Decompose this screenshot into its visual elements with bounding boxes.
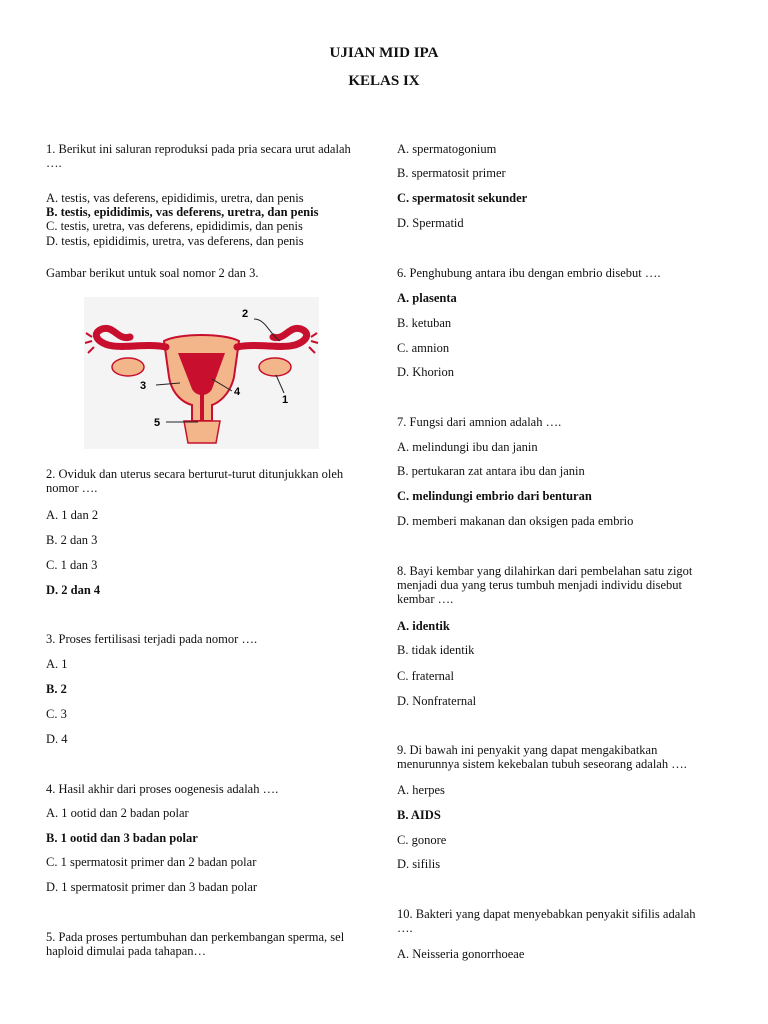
q7-option-a: A. melindungi ibu dan janin (397, 440, 538, 454)
right-ovary (259, 358, 291, 376)
left-ovary (112, 358, 144, 376)
q5-option-a: A. spermatogonium (397, 142, 497, 156)
q7-option-d: D. memberi makanan dan oksigen pada embrio (397, 514, 634, 528)
figure-label-1: 1 (282, 394, 289, 406)
q5-option-d: D. Spermatid (397, 216, 464, 230)
q7-option-b: B. pertukaran zat antara ibu dan janin (397, 464, 585, 478)
question-6: 6. Penghubung antara ibu dengan embrio disebut …. (397, 266, 661, 280)
question-10: 10. Bakteri yang dapat menyebabkan penyakit sifilis adalah …. (397, 907, 696, 935)
question-7: 7. Fungsi dari amnion adalah …. (397, 415, 562, 429)
figure-label-2: 2 (242, 308, 249, 320)
q5-option-b: B. spermatosit primer (397, 166, 506, 180)
q2-option-c: C. 1 dan 3 (46, 558, 98, 572)
q9-option-b: B. AIDS (397, 808, 441, 822)
exam-class: KELAS IX (348, 73, 420, 89)
q8-option-a: A. identik (397, 619, 450, 633)
q1-option-a: A. testis, vas deferens, epididimis, uretra, dan penis (46, 191, 304, 205)
q3-option-c: C. 3 (46, 707, 67, 721)
q1-option-d: D. testis, epididimis, uretra, vas deferens, dan penis (46, 234, 304, 248)
vagina-shape (184, 421, 220, 443)
q3-option-b: B. 2 (46, 682, 67, 696)
q7-option-c: C. melindungi embrio dari benturan (397, 489, 592, 503)
question-1: 1. Berikut ini saluran reproduksi pada pria secara urut adalah …. (46, 142, 351, 170)
q4-option-a: A. 1 ootid dan 2 badan polar (46, 806, 189, 820)
q10-option-a: A. Neisseria gonorrhoeae (397, 947, 525, 961)
q2-option-a: A. 1 dan 2 (46, 508, 99, 522)
question-8: 8. Bayi kembar yang dilahirkan dari pembelahan satu zigot menjadi dua yang terus tumbuh menjadi individu disebut kembar …. (397, 564, 693, 606)
q8-option-c: C. fraternal (397, 669, 454, 683)
q6-option-b: B. ketuban (397, 316, 452, 330)
q1-option-c: C. testis, uretra, vas deferens, epididimis, dan penis (46, 219, 303, 233)
q3-option-d: D. 4 (46, 732, 68, 746)
figure-label-5: 5 (154, 417, 161, 429)
q2-option-b: B. 2 dan 3 (46, 533, 98, 547)
q6-option-d: D. Khorion (397, 365, 454, 379)
female-reproductive-figure (84, 297, 319, 449)
question-3: 3. Proses fertilisasi terjadi pada nomor …. (46, 632, 258, 646)
q9-option-a: A. herpes (397, 783, 445, 797)
question-9: 9. Di bawah ini penyakit yang dapat mengakibatkan menurunnya sistem kekebalan tubuh seseorang adalah …. (397, 743, 687, 771)
q8-option-d: D. Nonfraternal (397, 694, 477, 708)
q5-option-c: C. spermatosit sekunder (397, 191, 528, 205)
q4-option-c: C. 1 spermatosit primer dan 2 badan polar (46, 855, 257, 869)
q4-option-d: D. 1 spermatosit primer dan 3 badan polar (46, 880, 258, 894)
figure-intro: Gambar berikut untuk soal nomor 2 dan 3. (46, 266, 259, 280)
q3-option-a: A. 1 (46, 657, 68, 671)
figure-label-4: 4 (234, 386, 241, 398)
q9-option-c: C. gonore (397, 833, 447, 847)
q9-option-d: D. sifilis (397, 857, 441, 871)
q8-option-b: B. tidak identik (397, 643, 475, 657)
question-4: 4. Hasil akhir dari proses oogenesis adalah …. (46, 782, 279, 796)
exam-title: UJIAN MID IPA (329, 45, 439, 61)
question-2: 2. Oviduk dan uterus secara berturut-turut ditunjukkan oleh nomor …. (46, 467, 344, 495)
question-5: 5. Pada proses pertumbuhan dan perkembangan sperma, sel haploid dimulai pada tahapan… (46, 930, 345, 958)
q6-option-c: C. amnion (397, 341, 450, 355)
q6-option-a: A. plasenta (397, 291, 457, 305)
q2-option-d: D. 2 dan 4 (46, 583, 101, 597)
figure-label-3: 3 (140, 380, 147, 392)
q4-option-b: B. 1 ootid dan 3 badan polar (46, 831, 198, 845)
q1-option-b: B. testis, epididimis, vas deferens, uretra, dan penis (46, 205, 319, 219)
